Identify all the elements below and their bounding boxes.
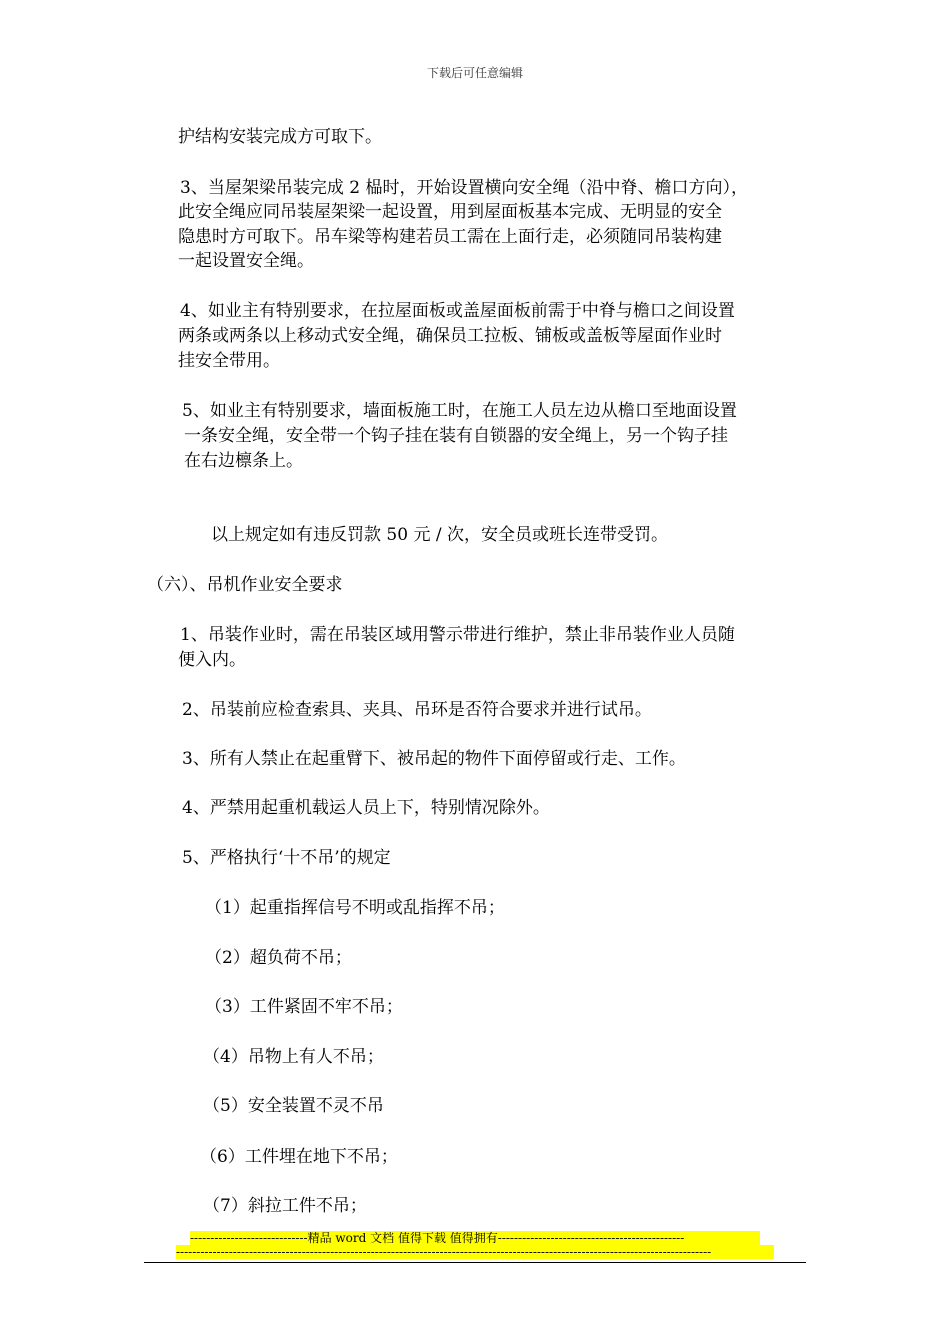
footer-banner-line-2: ------------------------------------------------------------------------------------------------------------------------------------ (176, 1245, 774, 1259)
list-item: 3、所有人禁止在起重臂下、被吊起的物件下面停留或行走、工作。 (182, 749, 686, 769)
rule-item: （4）吊物上有人不吊； (203, 1047, 384, 1067)
rule-item: （2）超负荷不吊； (205, 948, 352, 968)
rule-item: （5）安全装置不灵不吊 (203, 1096, 384, 1116)
rule-item: （7）斜拉工件不吊； (203, 1196, 367, 1216)
paragraph-line: 此安全绳应同吊装屋架梁一起设置，用到屋面板基本完成、无明显的安全 (178, 202, 722, 222)
rule-item: （6）工件埋在地下不吊； (200, 1147, 398, 1167)
paragraph-line: 一起设置安全绳。 (178, 251, 314, 271)
rule-item: （1）起重指挥信号不明或乱指挥不吊； (205, 898, 505, 918)
list-item: 1、吊装作业时，需在吊装区域用警示带进行维护，禁止非吊装作业人员随 (180, 625, 735, 645)
paragraph-line: 护结构安装完成方可取下。 (178, 127, 382, 147)
paragraph-line: 4、如业主有特别要求，在拉屋面板或盖屋面板前需于中脊与檐口之间设置 (180, 301, 735, 321)
paragraph-line: 挂安全带用。 (178, 351, 280, 371)
list-item: 4、严禁用起重机载运人员上下，特别情况除外。 (182, 798, 550, 818)
footer-divider (144, 1262, 806, 1263)
paragraph-line: 3、当屋架梁吊装完成 2 榀时，开始设置横向安全绳（沿中脊、檐口方向）， (180, 178, 748, 198)
paragraph-line: 隐患时方可取下。吊车梁等构建若员工需在上面行走，必须随同吊装构建 (178, 227, 722, 247)
list-item: 5、严格执行‘十不吊’的规定 (182, 848, 391, 868)
footer-banner-line-1: -----------------------------精品 word 文档 值得下载 值得拥有---------------------------------------------- (190, 1231, 760, 1245)
list-item: 2、吊装前应检查索具、夹具、吊环是否符合要求并进行试吊。 (182, 700, 652, 720)
section-heading: （六）、吊机作业安全要求 (147, 575, 343, 595)
page-header-note: 下载后可任意编辑 (426, 66, 523, 80)
penalty-note: 以上规定如有违反罚款 50 元 / 次，安全员或班长连带受罚。 (211, 525, 668, 545)
paragraph-line: 两条或两条以上移动式安全绳，确保员工拉板、铺板或盖板等屋面作业时 (178, 326, 722, 346)
paragraph-line: 在右边檩条上。 (184, 451, 303, 471)
paragraph-line: 5、如业主有特别要求，墙面板施工时，在施工人员左边从檐口至地面设置 (182, 401, 737, 421)
rule-item: （3）工件紧固不牢不吊； (205, 997, 403, 1017)
list-item: 便入内。 (178, 650, 246, 670)
paragraph-line: 一条安全绳，安全带一个钩子挂在装有自锁器的安全绳上，另一个钩子挂 (184, 426, 728, 446)
